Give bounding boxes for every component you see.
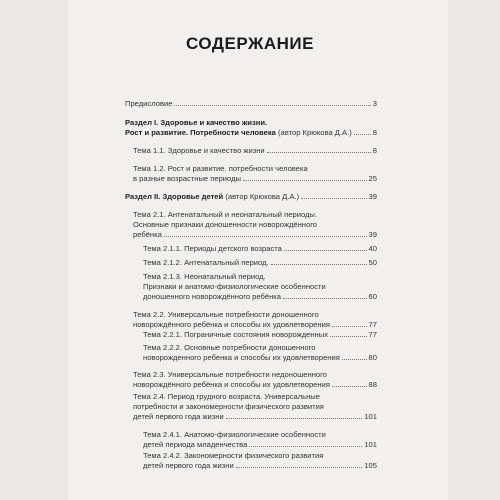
toc-leader-dots (284, 250, 367, 251)
toc-entry (133, 146, 377, 156)
toc-entry (125, 118, 377, 138)
toc-entry-text: Раздел I. Здоровье и качество жизни. (125, 118, 268, 127)
toc-entry-text: Тема 2.3. Универсальные потребности недоношенного (133, 370, 327, 379)
toc-page-number: 8 (372, 128, 377, 137)
toc-entry-text: Основные признаки доношенности новорождённого (133, 220, 318, 229)
toc-page-number: 80 (368, 353, 377, 362)
toc-entry-text: Признаки и анатомо-физиологические особенности (143, 282, 326, 291)
toc-entry (133, 310, 377, 330)
toc-entry-text: Тема 1.1. Здоровье и качество жизни (133, 146, 265, 155)
toc-entry (143, 330, 377, 340)
toc-entry-text: в разные возрастные периоды (133, 174, 241, 183)
toc-leader-dots (283, 298, 367, 299)
toc-leader-dots (249, 446, 362, 447)
toc-page-number: 77 (368, 330, 377, 339)
toc-page-number: 101 (364, 440, 377, 449)
toc-entry-text: новорожденного ребенка и способы их удовлетворения (143, 353, 340, 362)
toc-entry-text: Тема 1.2. Рост и развитие. потребности человека (133, 164, 308, 173)
toc-leader-dots (330, 336, 367, 337)
toc-entry-text: Раздел II. Здоровье детей (автор Крюкова Д.А.) (125, 192, 300, 201)
toc-entry-text: Тема 2.2. Универсальные потребности доношенного (133, 310, 319, 319)
toc-entry-text: детей первого года жизни (133, 412, 224, 421)
toc-entry-text: ребёнка (133, 230, 162, 239)
toc-entry-text: детей периода младенчества (143, 440, 248, 449)
toc-entry-text: Тема 2.4. Период грудного возраста. Универсальные (133, 392, 320, 401)
toc-entry (143, 430, 377, 450)
toc-entry (133, 210, 377, 240)
toc-leader-dots (174, 105, 370, 106)
toc-page-number: 40 (368, 244, 377, 253)
toc-entry-text: Тема 2.2.2. Основные потребности доношенного (143, 343, 316, 352)
toc-entry-text: доношенного новорождённого ребёнка (143, 292, 282, 301)
toc-page-number: 105 (364, 461, 377, 470)
toc-page-number: 50 (368, 258, 377, 267)
toc-page-number: 60 (368, 292, 377, 301)
toc-leader-dots (164, 236, 367, 237)
toc-leader-dots (236, 467, 363, 468)
toc-entry-text: Тема 2.4.1. Анатомо-физиологические особенности (143, 430, 326, 439)
toc-entry-text: Тема 2.1. Антенатальный и неонатальный периоды. (133, 210, 317, 219)
toc-leader-dots (271, 264, 367, 265)
toc-entry (133, 392, 377, 422)
toc-entry-text: Тема 2.4.2. Закономерности физического развития (143, 451, 324, 460)
toc-entry (143, 258, 377, 268)
toc-page-number: 3 (372, 99, 377, 108)
toc-entry-text: Тема 2.1.3. Неонатальный период. (143, 272, 266, 281)
toc-entry (125, 99, 377, 109)
toc-leader-dots (243, 180, 367, 181)
toc-entry-text: Тема 2.1.2. Антенатальный период. (143, 258, 269, 267)
toc-entry-text: новорождённого ребёнка и способы их удовлетворения (133, 320, 330, 329)
toc-entry-text: потребности и закономерности физического развития (133, 402, 324, 411)
toc-leader-dots (332, 326, 367, 327)
toc-page-number: 39 (368, 192, 377, 201)
toc-leader-dots (301, 198, 366, 199)
toc-entry-text: Тема 2.2.1. Пограничные состояния новорожденных (143, 330, 328, 339)
toc-entry-text: Тема 2.1.1. Периоды детского возраста (143, 244, 282, 253)
toc-page-number: 39 (368, 230, 377, 239)
toc-page-number: 25 (368, 174, 377, 183)
toc-page-number: 88 (368, 380, 377, 389)
toc-page-number: 8 (372, 146, 377, 155)
toc-leader-dots (332, 386, 367, 387)
toc-entry-text: Предисловие (125, 99, 173, 108)
toc-entry (143, 343, 377, 363)
toc-entry-text: новорождённого ребёнка и способы их удовлетворения (133, 380, 330, 389)
toc-leader-dots (226, 418, 363, 419)
toc-entry (133, 370, 377, 390)
page-title: СОДЕРЖАНИЕ (186, 34, 314, 53)
toc-leader-dots (267, 152, 371, 153)
toc-entry (133, 164, 377, 184)
toc-page-number: 77 (368, 320, 377, 329)
toc-entry (125, 192, 377, 202)
toc-entry-text: Рост и развитие. Потребности человека (автор Крюкова Д.А.) (125, 128, 352, 137)
toc-entry-text: детей первого года жизни (143, 461, 234, 470)
toc-entry (143, 451, 377, 471)
toc-leader-dots (354, 134, 371, 135)
toc-page-number: 101 (364, 412, 377, 421)
toc-leader-dots (342, 359, 367, 360)
toc-entry (143, 272, 377, 302)
toc-entry (143, 244, 377, 254)
